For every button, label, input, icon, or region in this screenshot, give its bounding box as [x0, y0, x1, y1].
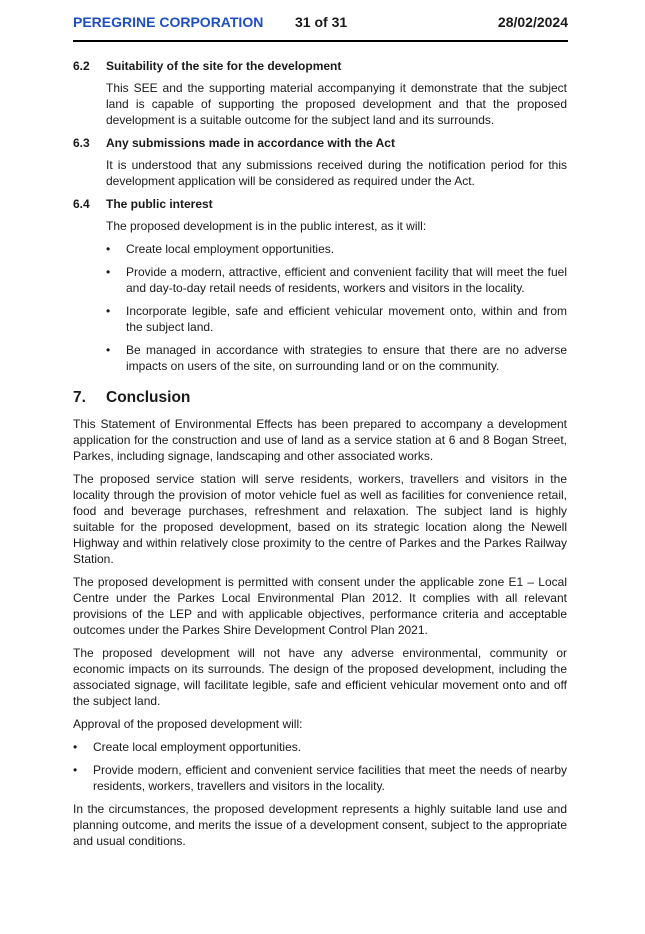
section-6-4-heading	[73, 196, 567, 212]
bullet-icon: •	[73, 763, 78, 777]
section-title: Suitability of the site for the development	[106, 59, 342, 73]
header-rule	[73, 40, 568, 42]
bullet-icon: •	[106, 242, 111, 256]
conclusion-paragraph-3: The proposed development is permitted with consent under the applicable zone E1 – Local Centre under the Parkes Local Environmental Plan 2012. It complies with all relevant provisions of the LEP and with applicable objectives, performance criteria and acceptable outcomes under the Parkes Shire Development Control Plan 2021.	[73, 575, 567, 637]
list-item-text: Incorporate legible, safe and efficient vehicular movement onto, within and from the subject land.	[126, 304, 567, 334]
list-item	[106, 264, 567, 296]
list-item	[73, 739, 567, 755]
conclusion-paragraph-1: This Statement of Environmental Effects has been prepared to accompany a development application for the construction and use of land as a service station at 6 and 8 Bogan Street, Parkes, including signage, landscaping and other associated works.	[73, 417, 567, 463]
bullet-icon: •	[106, 304, 111, 318]
list-item-text: Be managed in accordance with strategies to ensure that there are no adverse impacts on users of the site, on surrounding land or on the community.	[126, 343, 567, 373]
section-6-2-paragraph: This SEE and the supporting material accompanying it demonstrate that the subject land is capable of supporting the proposed development and that the proposed development is a suitable outcome for the subject land and its surrounds.	[106, 81, 567, 127]
section-number: 6.2	[73, 59, 90, 73]
section-title: The public interest	[106, 197, 213, 211]
section-7-heading	[73, 388, 567, 408]
document-date: 28/02/2024	[497, 14, 568, 30]
section-number: 7.	[73, 389, 86, 406]
section-6-4-intro: The proposed development is in the public interest, as it will:	[106, 219, 427, 233]
conclusion-paragraph-4: The proposed development will not have any adverse environmental, community or economic impacts on its surrounds. The design of the proposed development, including the associated signage, will facilitate legible, safe and efficient vehicular movement onto and off the subject land.	[73, 646, 567, 708]
section-title: Any submissions made in accordance with the Act	[106, 136, 395, 150]
section-number: 6.3	[73, 136, 90, 150]
company-name: PEREGRINE CORPORATION	[73, 14, 264, 30]
section-number: 6.4	[73, 197, 90, 211]
bullet-icon: •	[106, 265, 111, 279]
section-title: Conclusion	[106, 389, 191, 406]
page-number: 31 of 31	[295, 14, 348, 30]
list-item	[106, 342, 567, 374]
section-6-3-heading	[73, 135, 567, 151]
list-item	[106, 303, 567, 335]
list-item-text: Provide modern, efficient and convenient service facilities that meet the needs of nearby residents, workers, travellers and visitors in the locality.	[93, 763, 567, 793]
section-6-2-heading	[73, 58, 567, 74]
list-item	[106, 241, 567, 257]
list-item-text: Provide a modern, attractive, efficient and convenient facility that will meet the fuel and day-to-day retail needs of residents, workers and visitors in the locality.	[126, 265, 567, 295]
conclusion-paragraph-2: The proposed service station will serve residents, workers, travellers and visitors in the locality through the provision of motor vehicle fuel as well as facilities for convenience retail, food and beverage purchases, refreshment and relaxation. The subject land is highly suitable for the proposed development, based on its strategic location along the Newell Highway and within relatively close proximity to the centre of Parkes and the Parkes Railway Station.	[73, 472, 567, 566]
list-item-text: Create local employment opportunities.	[93, 740, 302, 754]
conclusion-paragraph-6: In the circumstances, the proposed development represents a highly suitable land use and planning outcome, and merits the issue of a development consent, subject to the appropriate and usual conditions.	[73, 802, 567, 848]
bullet-icon: •	[106, 343, 111, 357]
conclusion-paragraph-5: Approval of the proposed development will:	[73, 717, 303, 731]
page-header	[73, 14, 568, 34]
public-interest-list	[106, 241, 567, 374]
list-item	[73, 762, 567, 794]
document-body	[73, 58, 567, 856]
section-6-3-paragraph: It is understood that any submissions received during the notification period for this development application will be considered as required under the Act.	[106, 158, 567, 188]
bullet-icon: •	[73, 740, 78, 754]
approval-list	[73, 739, 567, 794]
list-item-text: Create local employment opportunities.	[126, 242, 335, 256]
